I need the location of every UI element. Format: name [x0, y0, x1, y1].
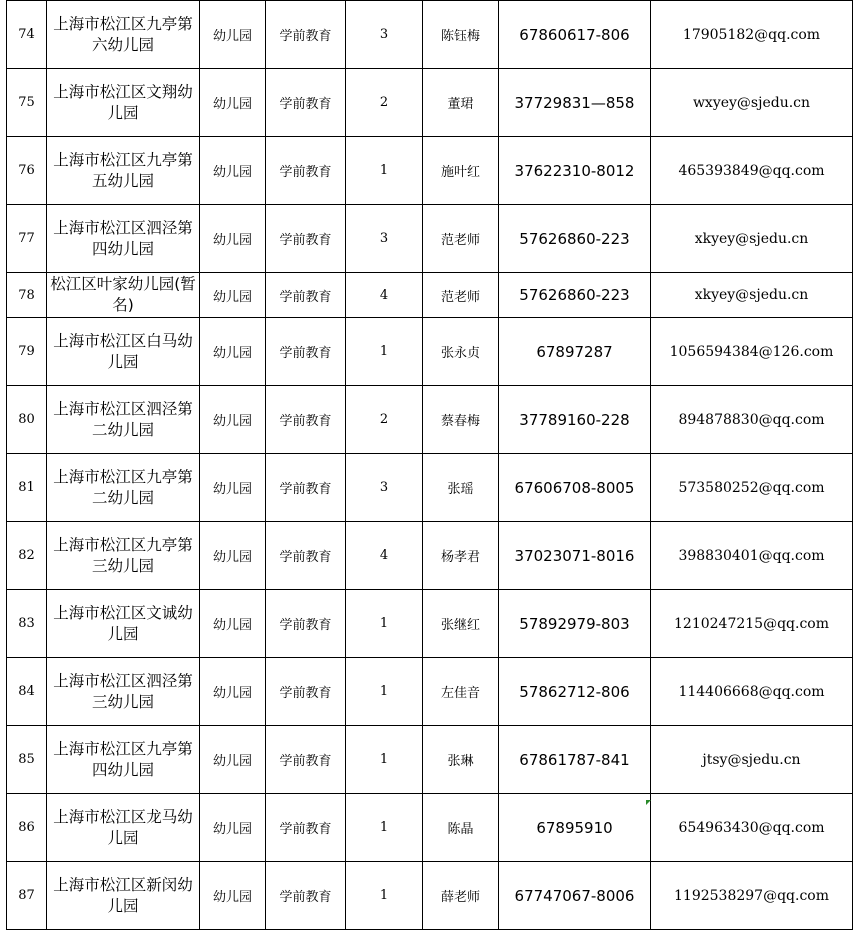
- position-count-cell: 1: [346, 658, 423, 726]
- email-address-cell: jtsy@sjedu.cn: [651, 726, 853, 794]
- table-row: [7, 1, 853, 69]
- school-name-cell: 上海市松江区龙马幼儿园: [47, 794, 200, 862]
- school-name-cell: 上海市松江区九亭第四幼儿园: [47, 726, 200, 794]
- row-number-cell: 77: [7, 205, 47, 273]
- email-address-cell: 398830401@qq.com: [651, 522, 853, 590]
- education-category-cell: 学前教育: [266, 386, 346, 454]
- row-number-cell: 75: [7, 69, 47, 137]
- education-category-cell: 学前教育: [266, 454, 346, 522]
- table-row: [7, 590, 853, 658]
- phone-number-cell: 67747067-8006: [499, 862, 651, 930]
- phone-number-cell: 57626860-223: [499, 273, 651, 318]
- email-address-cell: 1210247215@qq.com: [651, 590, 853, 658]
- table-row: [7, 658, 853, 726]
- table-row: [7, 862, 853, 930]
- table-row: [7, 137, 853, 205]
- contact-person-cell: 陈晶: [423, 794, 499, 862]
- phone-number-cell: 67860617-806: [499, 1, 651, 69]
- table-row: [7, 205, 853, 273]
- position-count-cell: 2: [346, 69, 423, 137]
- education-category-cell: 学前教育: [266, 205, 346, 273]
- school-name-cell: 上海市松江区九亭第二幼儿园: [47, 454, 200, 522]
- comment-marker-icon: [646, 800, 651, 805]
- school-name-cell: 上海市松江区文翔幼儿园: [47, 69, 200, 137]
- school-name-cell: 上海市松江区泗泾第三幼儿园: [47, 658, 200, 726]
- email-address-cell: xkyey@sjedu.cn: [651, 273, 853, 318]
- row-number-cell: 84: [7, 658, 47, 726]
- school-type-cell: 幼儿园: [200, 273, 266, 318]
- email-address-cell: 573580252@qq.com: [651, 454, 853, 522]
- table-row: [7, 69, 853, 137]
- phone-number-cell: 67897287: [499, 318, 651, 386]
- phone-number-cell: 57626860-223: [499, 205, 651, 273]
- school-name-cell: 上海市松江区白马幼儿园: [47, 318, 200, 386]
- contact-person-cell: 薛老师: [423, 862, 499, 930]
- position-count-cell: 1: [346, 726, 423, 794]
- row-number-cell: 82: [7, 522, 47, 590]
- contact-person-cell: 蔡春梅: [423, 386, 499, 454]
- school-name-cell: 上海市松江区泗泾第二幼儿园: [47, 386, 200, 454]
- row-number-cell: 79: [7, 318, 47, 386]
- contact-person-cell: 杨孝君: [423, 522, 499, 590]
- contact-person-cell: 范老师: [423, 205, 499, 273]
- school-type-cell: 幼儿园: [200, 454, 266, 522]
- phone-number-cell: 57892979-803: [499, 590, 651, 658]
- school-type-cell: 幼儿园: [200, 1, 266, 69]
- position-count-cell: 1: [346, 137, 423, 205]
- kindergarten-table: [6, 0, 853, 930]
- position-count-cell: 3: [346, 454, 423, 522]
- school-type-cell: 幼儿园: [200, 386, 266, 454]
- contact-person-cell: 董珺: [423, 69, 499, 137]
- education-category-cell: 学前教育: [266, 794, 346, 862]
- contact-person-cell: 左佳音: [423, 658, 499, 726]
- education-category-cell: 学前教育: [266, 318, 346, 386]
- education-category-cell: 学前教育: [266, 658, 346, 726]
- school-type-cell: 幼儿园: [200, 69, 266, 137]
- phone-number-cell: 37789160-228: [499, 386, 651, 454]
- email-address-cell: 465393849@qq.com: [651, 137, 853, 205]
- school-type-cell: 幼儿园: [200, 658, 266, 726]
- position-count-cell: 2: [346, 386, 423, 454]
- email-address-cell: 894878830@qq.com: [651, 386, 853, 454]
- email-address-cell: wxyey@sjedu.cn: [651, 69, 853, 137]
- email-address-cell: 17905182@qq.com: [651, 1, 853, 69]
- education-category-cell: 学前教育: [266, 862, 346, 930]
- row-number-cell: 74: [7, 1, 47, 69]
- contact-person-cell: 张瑶: [423, 454, 499, 522]
- email-address-cell: 654963430@qq.com: [651, 794, 853, 862]
- school-name-cell: 上海市松江区九亭第三幼儿园: [47, 522, 200, 590]
- school-type-cell: 幼儿园: [200, 726, 266, 794]
- phone-number-cell: 67606708-8005: [499, 454, 651, 522]
- table-row: [7, 386, 853, 454]
- phone-number-cell: 67861787-841: [499, 726, 651, 794]
- contact-person-cell: 范老师: [423, 273, 499, 318]
- position-count-cell: 4: [346, 522, 423, 590]
- contact-person-cell: 张继红: [423, 590, 499, 658]
- school-type-cell: 幼儿园: [200, 590, 266, 658]
- table-row: [7, 454, 853, 522]
- row-number-cell: 76: [7, 137, 47, 205]
- phone-number-cell: 57862712-806: [499, 658, 651, 726]
- school-type-cell: 幼儿园: [200, 794, 266, 862]
- row-number-cell: 83: [7, 590, 47, 658]
- row-number-cell: 78: [7, 273, 47, 318]
- education-category-cell: 学前教育: [266, 69, 346, 137]
- school-name-cell: 松江区叶家幼儿园(暂名): [47, 273, 200, 318]
- phone-number-cell: 37023071-8016: [499, 522, 651, 590]
- education-category-cell: 学前教育: [266, 522, 346, 590]
- row-number-cell: 87: [7, 862, 47, 930]
- school-type-cell: 幼儿园: [200, 318, 266, 386]
- email-address-cell: 114406668@qq.com: [651, 658, 853, 726]
- email-address-cell: 1192538297@qq.com: [651, 862, 853, 930]
- school-type-cell: 幼儿园: [200, 862, 266, 930]
- school-type-cell: 幼儿园: [200, 205, 266, 273]
- position-count-cell: 1: [346, 794, 423, 862]
- position-count-cell: 1: [346, 590, 423, 658]
- school-name-cell: 上海市松江区泗泾第四幼儿园: [47, 205, 200, 273]
- education-category-cell: 学前教育: [266, 273, 346, 318]
- education-category-cell: 学前教育: [266, 726, 346, 794]
- position-count-cell: 3: [346, 205, 423, 273]
- table-body: [7, 1, 853, 930]
- table-row: [7, 522, 853, 590]
- table-row: [7, 726, 853, 794]
- position-count-cell: 3: [346, 1, 423, 69]
- position-count-cell: 1: [346, 318, 423, 386]
- row-number-cell: 86: [7, 794, 47, 862]
- row-number-cell: 85: [7, 726, 47, 794]
- school-name-cell: 上海市松江区九亭第五幼儿园: [47, 137, 200, 205]
- phone-number-cell: 37622310-8012: [499, 137, 651, 205]
- table-row: [7, 318, 853, 386]
- contact-person-cell: 施叶红: [423, 137, 499, 205]
- education-category-cell: 学前教育: [266, 1, 346, 69]
- contact-person-cell: 张琳: [423, 726, 499, 794]
- position-count-cell: 4: [346, 273, 423, 318]
- position-count-cell: 1: [346, 862, 423, 930]
- school-name-cell: 上海市松江区文诚幼儿园: [47, 590, 200, 658]
- school-name-cell: 上海市松江区新闵幼儿园: [47, 862, 200, 930]
- phone-number-cell: 67895910: [499, 794, 651, 862]
- school-type-cell: 幼儿园: [200, 137, 266, 205]
- phone-number-cell: 37729831—858: [499, 69, 651, 137]
- email-address-cell: xkyey@sjedu.cn: [651, 205, 853, 273]
- school-name-cell: 上海市松江区九亭第六幼儿园: [47, 1, 200, 69]
- email-address-cell: 1056594384@126.com: [651, 318, 853, 386]
- table-row: [7, 273, 853, 318]
- education-category-cell: 学前教育: [266, 590, 346, 658]
- contact-person-cell: 张永贞: [423, 318, 499, 386]
- school-type-cell: 幼儿园: [200, 522, 266, 590]
- table-row: [7, 794, 853, 862]
- row-number-cell: 81: [7, 454, 47, 522]
- education-category-cell: 学前教育: [266, 137, 346, 205]
- row-number-cell: 80: [7, 386, 47, 454]
- contact-person-cell: 陈钰梅: [423, 1, 499, 69]
